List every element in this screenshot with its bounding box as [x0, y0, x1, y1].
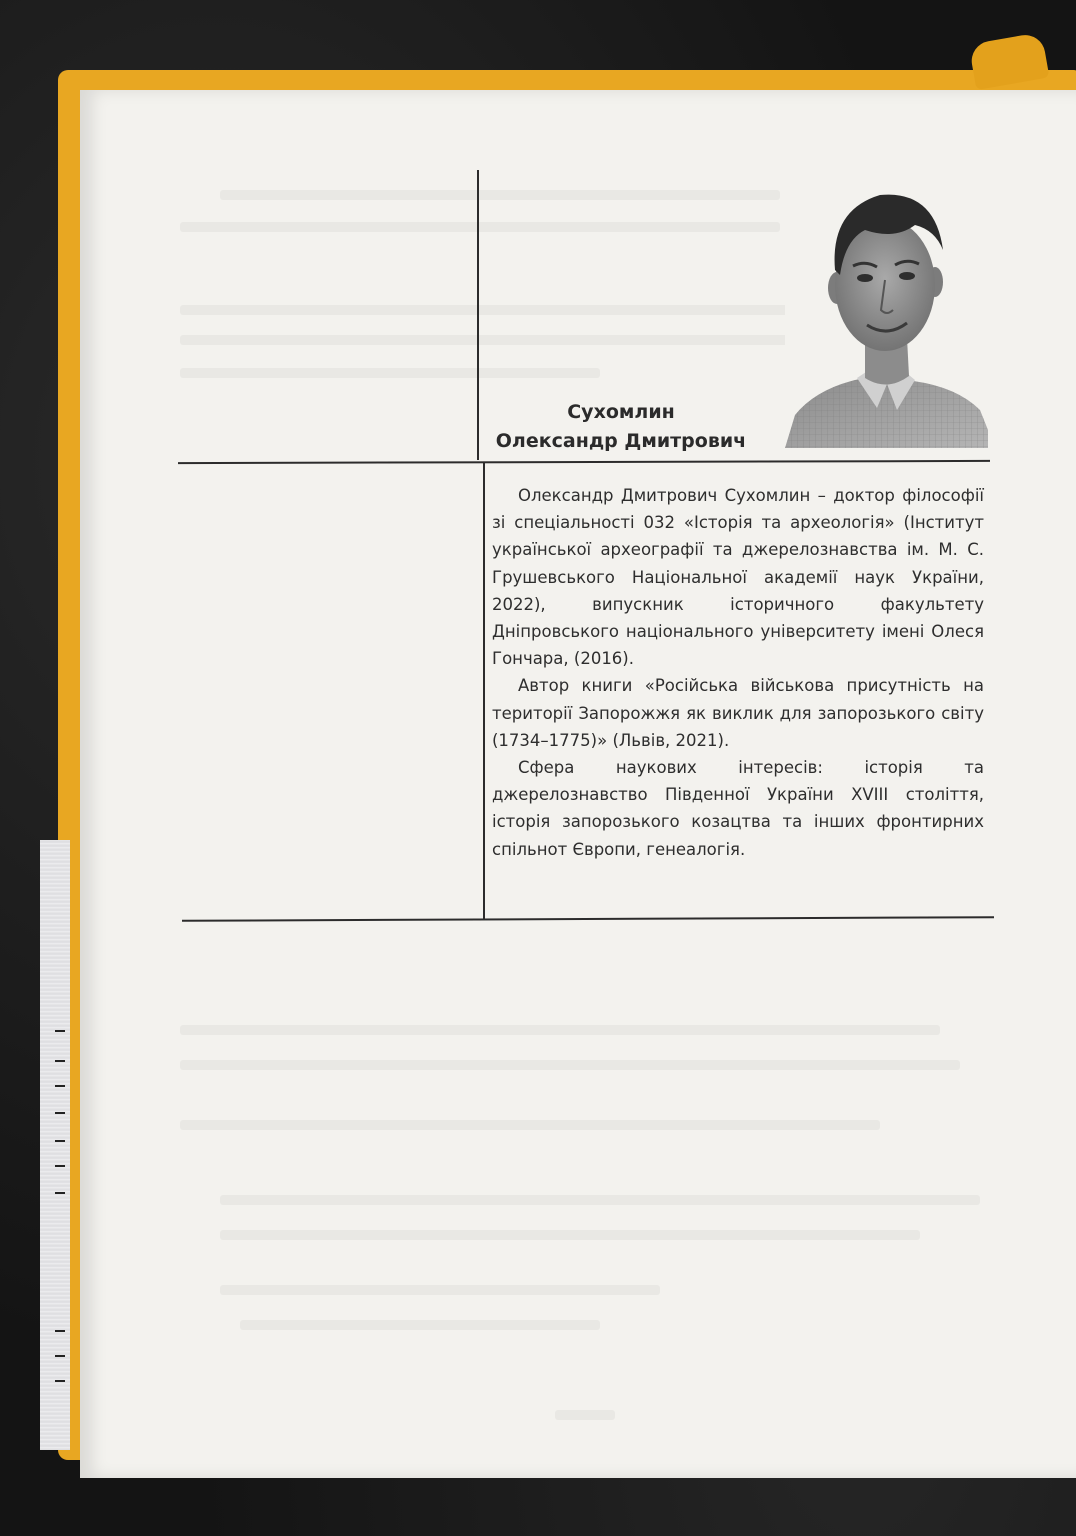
show-through-text: [220, 1195, 980, 1205]
show-through-text: [180, 368, 600, 378]
bio-paragraph-education: Олександр Дмитрович Сухомлин – доктор філософії зі спеціальності 032 «Історія та археологія» (Інститут української археографії та джерелознавства ім. М. С. Грушевського Національної академії наук України, 2022), випускник історичного факультету Дніпровського національного університету імені Олеся Гончара, (2016).: [492, 486, 984, 669]
index-mark: [55, 1140, 65, 1142]
index-mark: [55, 1380, 65, 1382]
portrait-photo: [785, 170, 988, 448]
show-through-text: [555, 1410, 615, 1420]
show-through-text: [220, 1285, 660, 1295]
index-mark: [55, 1330, 65, 1332]
index-mark: [55, 1112, 65, 1114]
index-mark: [55, 1355, 65, 1357]
portrait-image: [785, 170, 988, 448]
show-through-text: [180, 222, 780, 232]
show-through-text: [180, 1120, 880, 1130]
table-vertical-rule-bottom: [483, 463, 485, 919]
bio-paragraph-publications: Автор книги «Російська військова присутність на території Запорожжя як виклик для запорозького світу (1734–1775)» (Львів, 2021).: [492, 676, 984, 750]
index-mark: [55, 1085, 65, 1087]
show-through-text: [180, 1060, 960, 1070]
show-through-text: [220, 190, 780, 200]
page-edges: [40, 840, 70, 1450]
bio-paragraph-interests: Сфера наукових інтересів: історія та джерелознавство Південної України XVIII століття, історія запорозького козацтва та інших фронтирних спільнот Європи, генеалогія.: [492, 758, 984, 859]
show-through-text: [180, 1025, 940, 1035]
show-through-text: [180, 305, 820, 315]
show-through-text: [220, 1230, 920, 1240]
table-vertical-rule-top: [477, 170, 479, 460]
index-mark: [55, 1030, 65, 1032]
person-given-names: Олександр Дмитрович: [495, 430, 747, 452]
index-mark: [55, 1192, 65, 1194]
person-surname: Сухомлин: [567, 401, 675, 423]
show-through-text: [240, 1320, 600, 1330]
biography-text: [492, 482, 984, 863]
index-mark: [55, 1165, 65, 1167]
index-mark: [55, 1060, 65, 1062]
person-name: [486, 398, 756, 456]
show-through-text: [180, 335, 820, 345]
